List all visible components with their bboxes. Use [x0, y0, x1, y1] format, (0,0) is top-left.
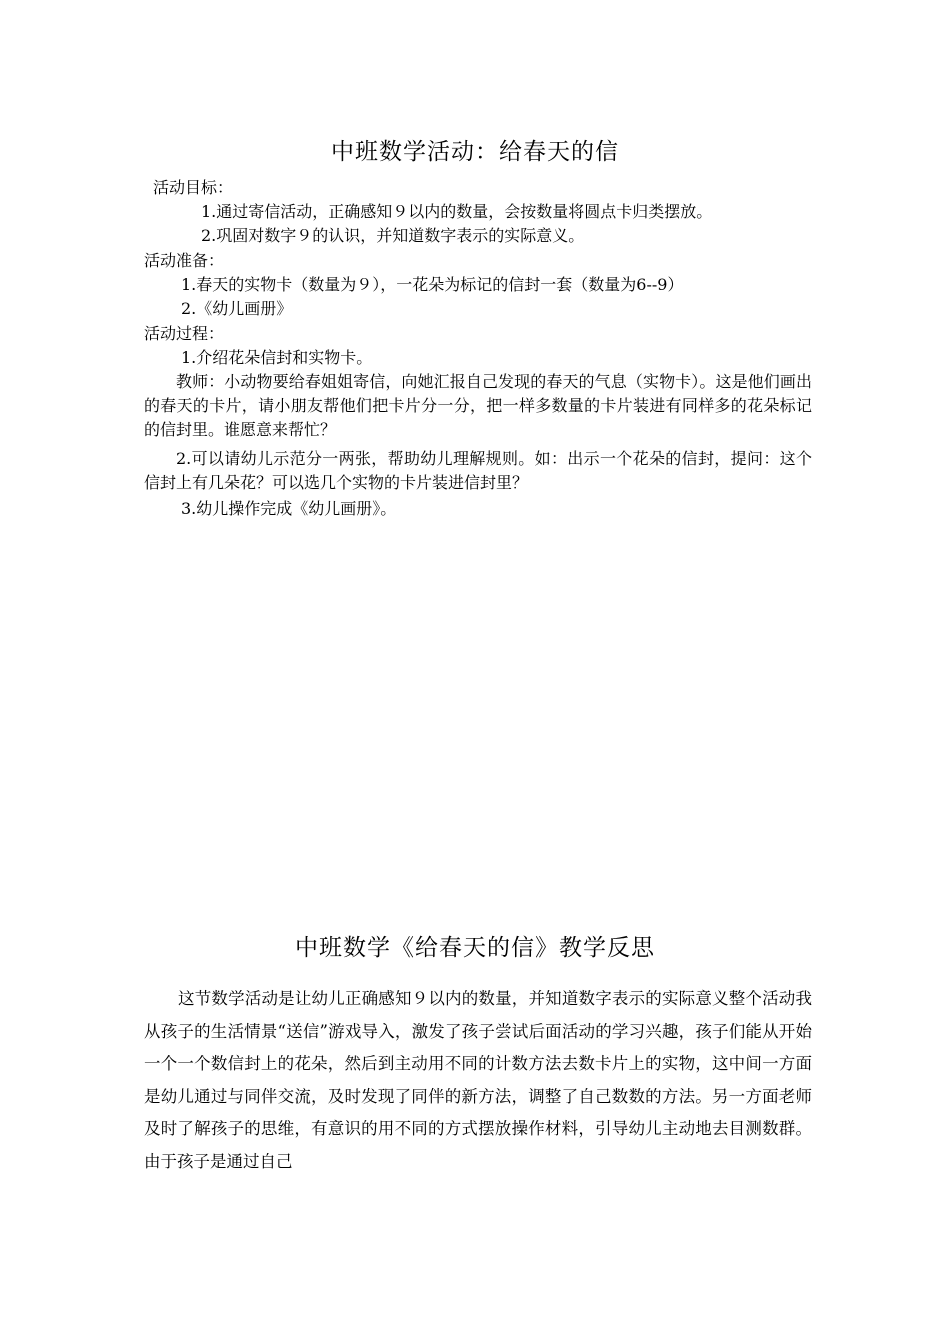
- teacher-paragraph: 教师：小动物要给春姐姐寄信，向她汇报自己发现的春天的气息（实物卡）。这是他们画出的春天的卡片，请小朋友帮他们把卡片分一分，把一样多数量的卡片装进有同样多的花朵标记的信封里。谁愿意来帮忙？: [144, 372, 812, 439]
- process-step-1: 1.介绍花朵信封和实物卡。: [181, 348, 373, 367]
- goal-item-1: 1.通过寄信活动，正确感知９以内的数量，会按数量将圆点卡归类摆放。: [201, 202, 713, 221]
- preparation-item-1: 1.春天的实物卡（数量为９），一花朵为标记的信封一套（数量为6--9）: [181, 275, 684, 294]
- goal-item-2: 2.巩固对数字９的认识，并知道数字表示的实际意义。: [201, 226, 585, 245]
- preparation-heading: 活动准备：: [144, 251, 225, 270]
- process-step-2: 2.可以请幼儿示范分一两张，帮助幼儿理解规则。如：出示一个花朵的信封，提问：这个信封上有几朵花？可以选几个实物的卡片装进信封里？: [144, 449, 812, 492]
- goals-heading: 活动目标：: [153, 178, 234, 197]
- process-heading: 活动过程：: [144, 324, 225, 343]
- process-step-3: 3.幼儿操作完成《幼儿画册》。: [181, 499, 397, 518]
- preparation-item-2: 2.《幼儿画册》: [181, 299, 293, 318]
- page-title: 中班数学活动：给春天的信: [331, 139, 619, 165]
- reflection-title: 中班数学《给春天的信》教学反思: [295, 935, 655, 961]
- reflection-body: 这节数学活动是让幼儿正确感知９以内的数量，并知道数字表示的实际意义整个活动我从孩子的生活情景“送信”游戏导入，激发了孩子尝试后面活动的学习兴趣，孩子们能从开始一个一个数信封上的花朵，然后到主动用不同的计数方法去数卡片上的实物，这中间一方面是幼儿通过与同伴交流，及时发现了同伴的新方法，调整了自己数数的方法。另一方面老师及时了解孩子的思维，有意识的用不同的方式摆放操作材料，引导幼儿主动地去目测数群。由于孩子是通过自己: [144, 989, 812, 1171]
